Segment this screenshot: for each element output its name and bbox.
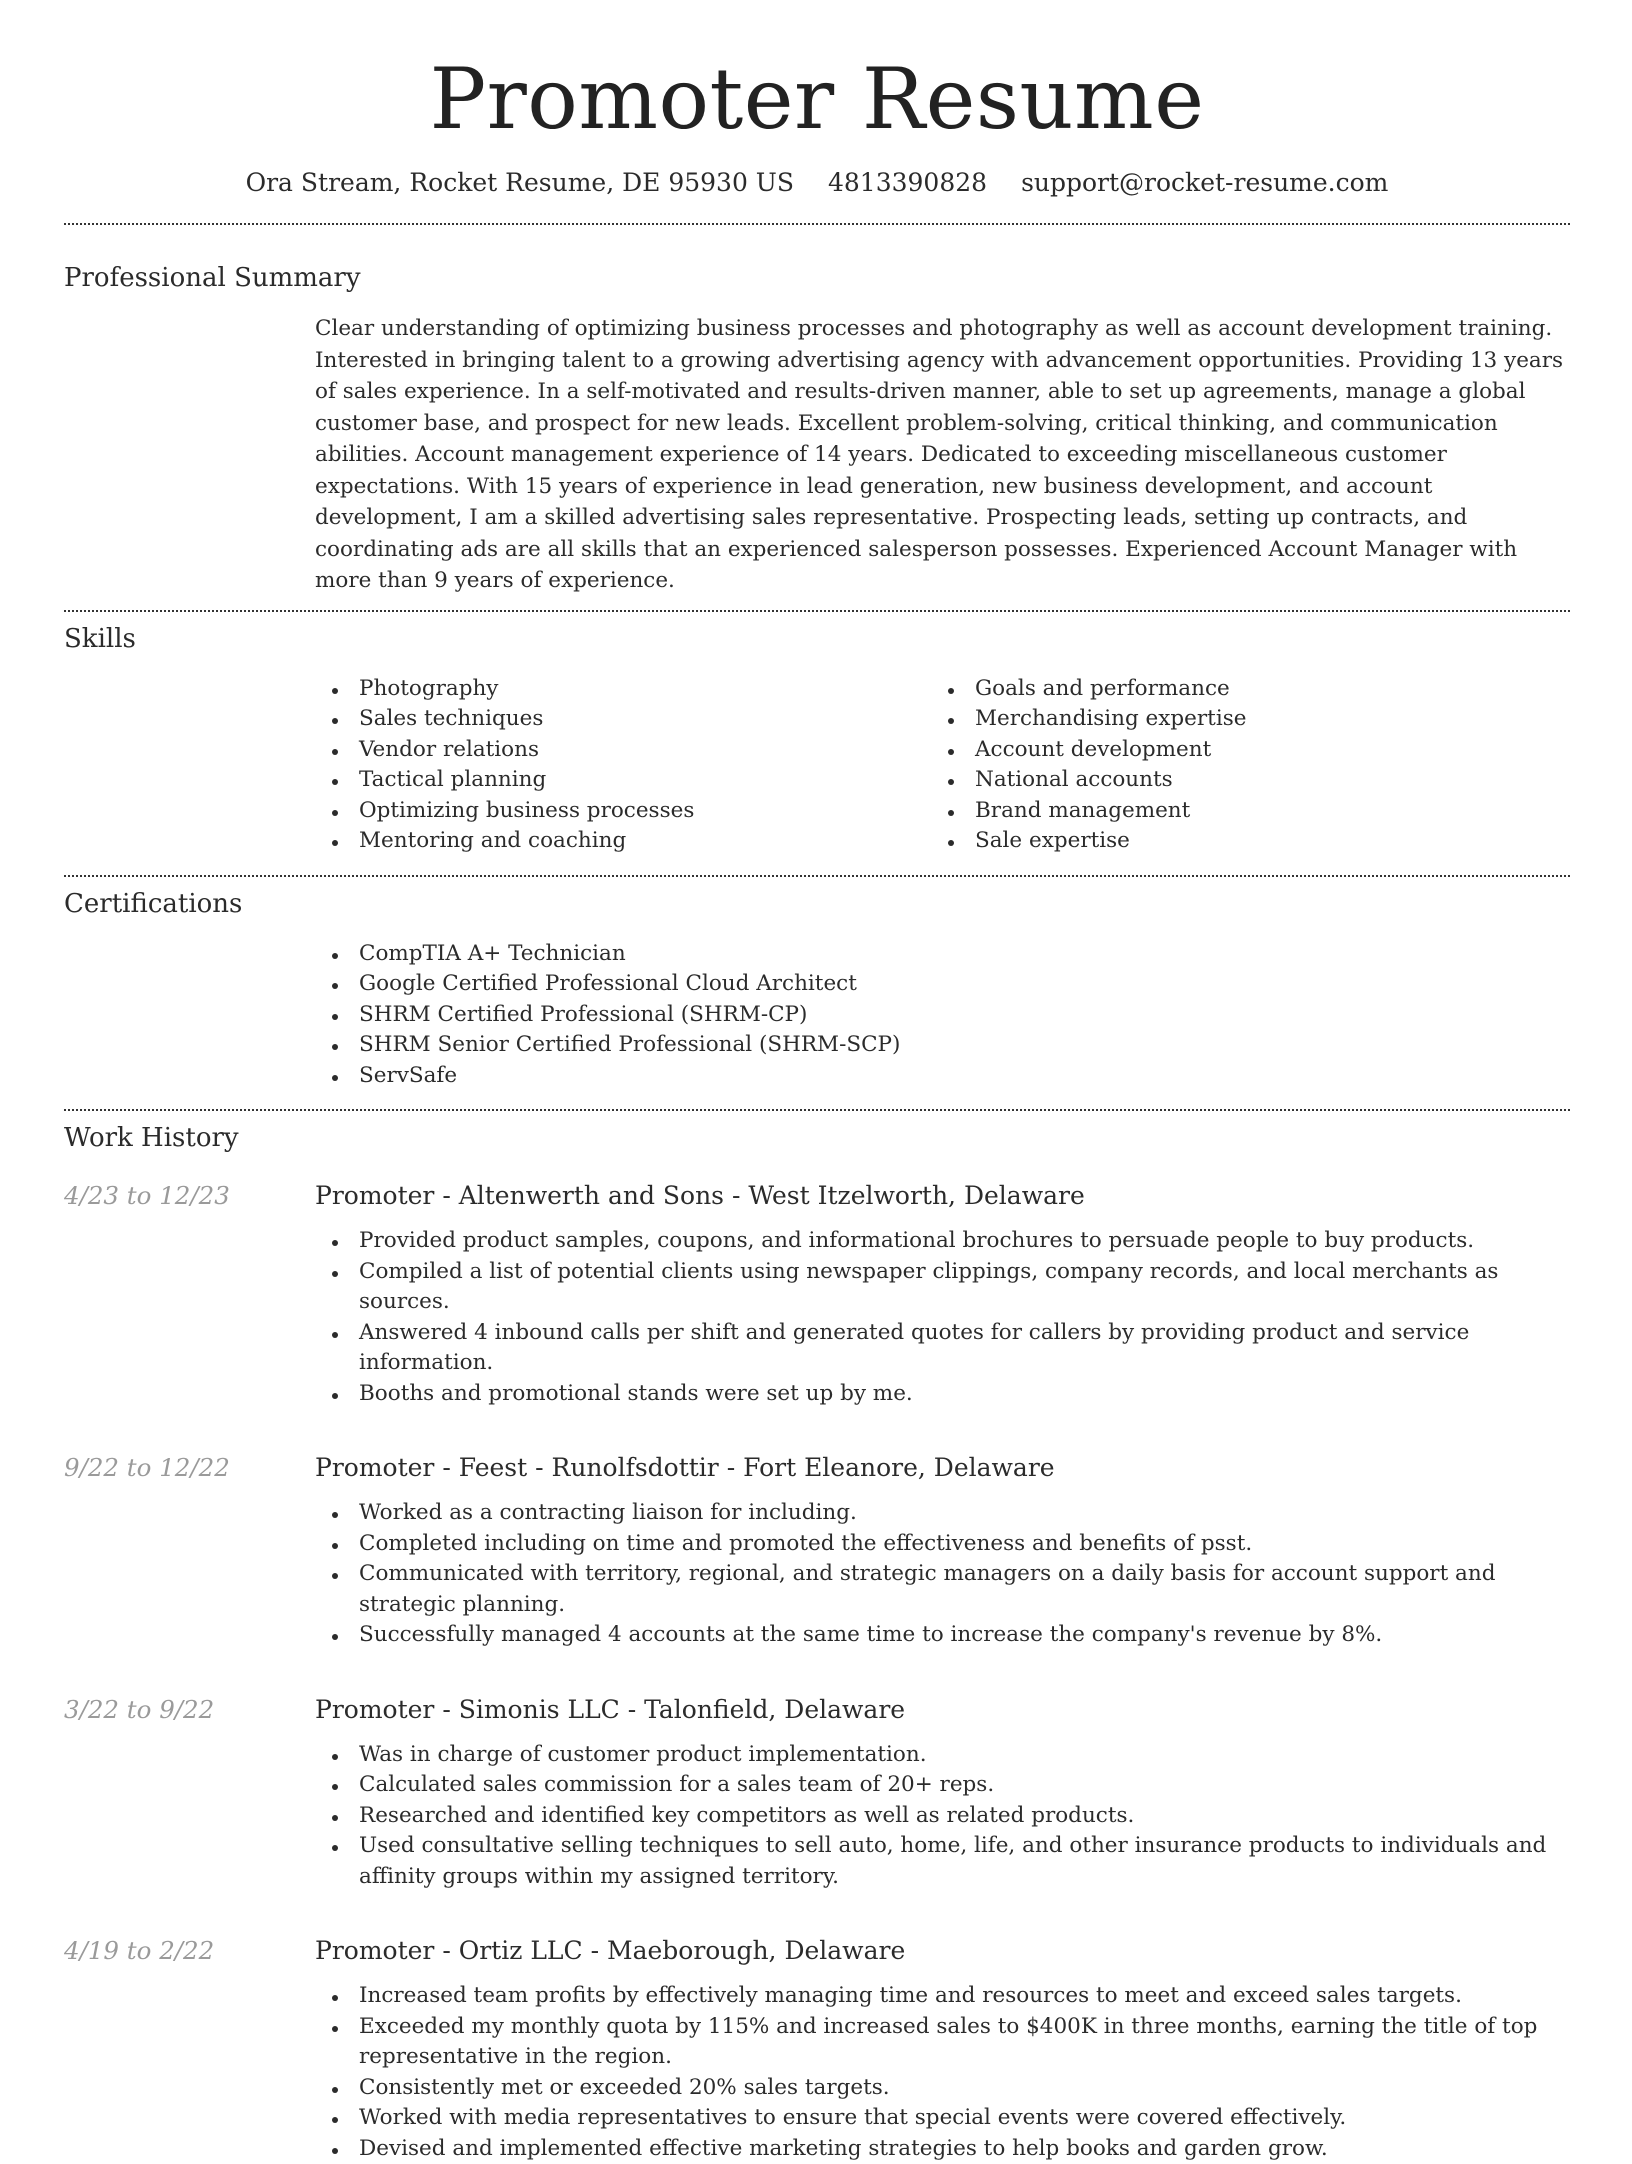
list-item: Booths and promotional stands were set up by me. <box>315 1379 1570 1410</box>
job-title: Promoter - Altenwerth and Sons - West Itzelworth, Delaware <box>315 1181 1085 1211</box>
list-item: Sale expertise <box>931 826 1547 857</box>
job-entry <box>64 1179 1570 1409</box>
summary-text: Clear understanding of optimizing business processes and photography as well as account development training. Interested in bringing talent to a growing advertising agency with advancement opportunities. Providing 13 years of sales experience. In a self-motivated and results-driven manner, able to set up agreements, manage a global customer base, and prospect for new leads. Excellent problem-solving, critical thinking, and communication abilities. Account management experience of 14 years. Dedicated to exceeding miscellaneous customer expectations. With 15 years of experience in lead generation, new business development, and account development, I am a skilled advertising sales representative. Prospecting leads, setting up contracts, and coordinating ads are all skills that an experienced salesperson possesses. Experienced Account Manager with more than 9 years of experience. <box>315 316 1564 594</box>
job-body <box>315 1693 1570 1893</box>
certifications-section <box>64 889 1570 1092</box>
job-body <box>315 1934 1570 2164</box>
list-item: Devised and implemented effective marketing strategies to help books and garden grow. <box>315 2134 1570 2164</box>
work-history-heading: Work History <box>64 1123 239 1154</box>
list-item: Sales techniques <box>315 704 931 735</box>
job-date: 4/19 to 2/22 <box>64 1936 215 1966</box>
list-item: Photography <box>315 674 931 705</box>
list-item: Exceeded my monthly quota by 115% and increased sales to $400K in three months, earning the title of top representative in the region. <box>315 2012 1570 2073</box>
section-divider <box>64 223 1570 225</box>
list-item: CompTIA A+ Technician <box>315 939 1570 970</box>
contact-line <box>64 168 1570 197</box>
list-item: Used consultative selling techniques to sell auto, home, life, and other insurance products to individuals and affinity groups within my assigned territory. <box>315 1831 1570 1892</box>
contact-phone: 4813390828 <box>828 168 988 198</box>
list-item: ServSafe <box>315 1061 1570 1092</box>
list-item: Worked with media representatives to ensure that special events were covered effectively. <box>315 2103 1570 2134</box>
job-title: Promoter - Feest - Runolfsdottir - Fort Eleanore, Delaware <box>315 1453 1055 1483</box>
job-bullets <box>315 1498 1570 1651</box>
job-title: Promoter - Simonis LLC - Talonfield, Delaware <box>315 1694 906 1724</box>
list-item: SHRM Senior Certified Professional (SHRM-SCP) <box>315 1030 1570 1061</box>
list-item: Vendor relations <box>315 735 931 766</box>
work-history-section <box>64 1123 1570 2164</box>
summary-section <box>64 263 1570 597</box>
job-date: 9/22 to 12/22 <box>64 1453 230 1483</box>
skills-list-right <box>931 674 1547 857</box>
list-item: Google Certified Professional Cloud Architect <box>315 969 1570 1000</box>
list-item: Answered 4 inbound calls per shift and generated quotes for callers by providing product and service information. <box>315 1318 1570 1379</box>
resume-title: Promoter Resume <box>429 50 1205 148</box>
job-date: 3/22 to 9/22 <box>64 1694 215 1724</box>
job-bullets <box>315 1226 1570 1409</box>
skills-heading: Skills <box>64 623 136 654</box>
summary-heading: Professional Summary <box>64 263 361 294</box>
contact-address: Ora Stream, Rocket Resume, DE 95930 US <box>245 168 794 198</box>
list-item: Optimizing business processes <box>315 796 931 827</box>
list-item: Researched and identified key competitors as well as related products. <box>315 1801 1570 1832</box>
contact-email: support@rocket-resume.com <box>1021 168 1389 198</box>
certifications-list <box>315 939 1570 1092</box>
section-divider <box>64 875 1570 877</box>
list-item: Communicated with territory, regional, and strategic managers on a daily basis for account support and strategic planning. <box>315 1559 1570 1620</box>
list-item: Completed including on time and promoted the effectiveness and benefits of psst. <box>315 1529 1570 1560</box>
resume-page <box>64 0 1570 2164</box>
list-item: Merchandising expertise <box>931 704 1547 735</box>
list-item: Consistently met or exceeded 20% sales targets. <box>315 2073 1570 2104</box>
resume-header <box>64 0 1570 197</box>
list-item: SHRM Certified Professional (SHRM-CP) <box>315 1000 1570 1031</box>
certifications-heading: Certifications <box>64 888 243 919</box>
list-item: Tactical planning <box>315 765 931 796</box>
list-item: Calculated sales commission for a sales team of 20+ reps. <box>315 1770 1570 1801</box>
job-body <box>315 1451 1570 1651</box>
job-entry <box>64 1934 1570 2164</box>
job-entry <box>64 1693 1570 1893</box>
list-item: Mentoring and coaching <box>315 826 931 857</box>
skills-list-left <box>315 674 931 857</box>
job-title: Promoter - Ortiz LLC - Maeborough, Delaware <box>315 1936 906 1966</box>
list-item: Successfully managed 4 accounts at the same time to increase the company's revenue by 8%. <box>315 1620 1570 1651</box>
skills-grid <box>315 674 1570 857</box>
job-date: 4/23 to 12/23 <box>64 1181 230 1211</box>
job-body <box>315 1179 1570 1409</box>
list-item: Goals and performance <box>931 674 1547 705</box>
list-item: Compiled a list of potential clients using newspaper clippings, company records, and local merchants as sources. <box>315 1257 1570 1318</box>
list-item: National accounts <box>931 765 1547 796</box>
job-bullets <box>315 1740 1570 1893</box>
job-bullets <box>315 1981 1570 2164</box>
list-item: Worked as a contracting liaison for including. <box>315 1498 1570 1529</box>
section-divider <box>64 1109 1570 1111</box>
list-item: Provided product samples, coupons, and informational brochures to persuade people to buy products. <box>315 1226 1570 1257</box>
list-item: Was in charge of customer product implementation. <box>315 1740 1570 1771</box>
list-item: Brand management <box>931 796 1547 827</box>
section-divider <box>64 610 1570 612</box>
job-entry <box>64 1451 1570 1651</box>
list-item: Account development <box>931 735 1547 766</box>
list-item: Increased team profits by effectively managing time and resources to meet and exceed sales targets. <box>315 1981 1570 2012</box>
skills-section <box>64 624 1570 857</box>
